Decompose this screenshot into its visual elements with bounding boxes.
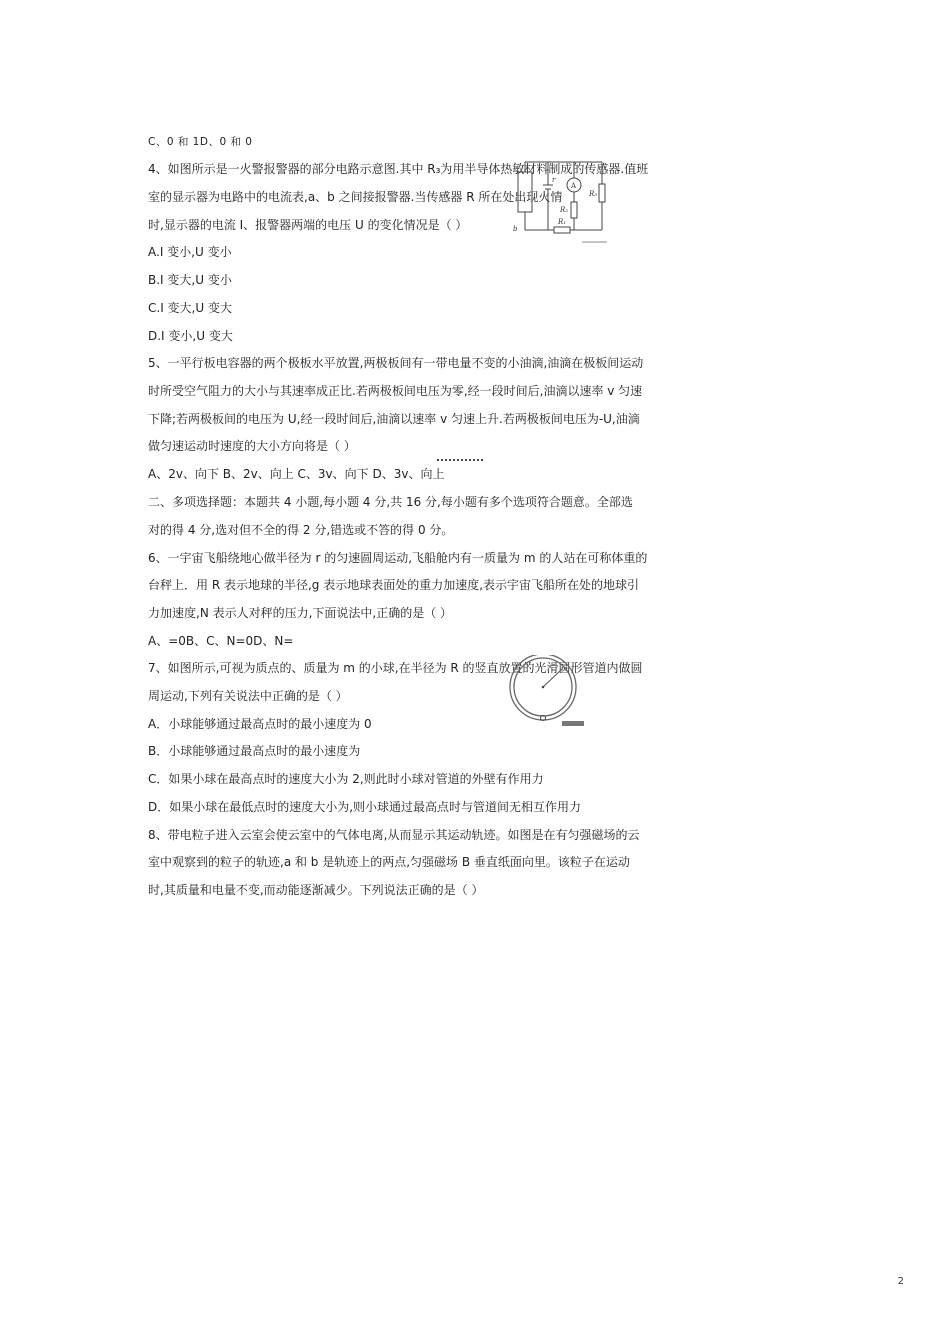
- text-line: 7、如图所示,可视为质点的、质量为 m 的小球,在半径为 R 的竖直放置的光滑圆形管道内做圆: [148, 661, 643, 675]
- ground-icon: [562, 721, 584, 726]
- text-line: 二、多项选择题：本题共 4 小题,每小题 4 分,共 16 分,每小题有多个选项符合题意。全部选: [148, 495, 633, 509]
- text-line: 时,显示器的电流 I、报警器两端的电压 U 的变化情况是（ ）: [148, 218, 468, 232]
- text-line: D．如果小球在最低点时的速度大小为,则小球通过最高点时与管道间无相互作用力: [148, 800, 582, 814]
- text-line: 5、一平行板电容器的两个极板水平放置,两极板间有一带电量不变的小油滴,油滴在极板间运动: [148, 356, 644, 370]
- text-line: 对的得 4 分,选对但不全的得 2 分,错选或不答的得 0 分。: [148, 523, 454, 537]
- r1-label: R₁: [558, 218, 567, 226]
- text-line: 力加速度,N 表示人对秤的压力,下面说法中,正确的是（ ）: [148, 606, 453, 620]
- text-line: A、=0B、C、N=0D、N=: [148, 634, 294, 648]
- text-line: 室中观察到的粒子的轨迹,a 和 b 是轨迹上的两点,匀强磁场 B 垂直纸面向里。该粒子在运动: [148, 855, 630, 869]
- circuit-diagram: [510, 160, 610, 245]
- text-line: 做匀速运动时速度的大小方向将是（ ）: [148, 439, 356, 453]
- text-line: B．小球能够通过最高点时的最小速度为: [148, 744, 361, 758]
- resistor-r3: [599, 184, 605, 202]
- page-number: 2: [897, 1276, 904, 1287]
- resistor-r1: [554, 227, 570, 233]
- text-line: C．如果小球在最高点时的速度大小为 2,则此时小球对管道的外壁有作用力: [148, 772, 544, 786]
- circular-tube-diagram: [506, 655, 588, 729]
- dotted-line: [437, 459, 483, 465]
- sensor-r3-box: [518, 172, 532, 212]
- text-line: 下降;若两极板间的电压为 U,经一段时间后,油滴以速率 v 匀速上升.若两极板间电压为-U,油滴: [148, 412, 640, 426]
- text-line: 周运动,下列有关说法中正确的是（ ）: [148, 689, 348, 703]
- resistor-r2: [571, 202, 577, 218]
- r-label: r: [552, 176, 556, 184]
- r3-label: R₃: [589, 190, 598, 198]
- text-line: A．小球能够通过最高点时的最小速度为 0: [148, 717, 372, 731]
- text-line: 6、一宇宙飞船绕地心做半径为 r 的匀速圆周运动,飞船舱内有一质量为 m 的人站在可称体重的: [148, 551, 648, 565]
- text-line: 时,其质量和电量不变,而动能逐渐减少。下列说法正确的是（ ）: [148, 883, 484, 897]
- text-line: 台秤上．用 R 表示地球的半径,g 表示地球表面处的重力加速度,表示宇宙飞船所在处的地球引: [148, 578, 640, 592]
- text-line: 时所受空气阻力的大小与其速率成正比.若两极板间电压为零,经一段时间后,油滴以速率 v 匀速: [148, 384, 643, 398]
- b-label: b: [513, 225, 518, 233]
- text-line: 4、如图所示是一火警报警器的部分电路示意图.其中 R₃为用半导体热敏材料制成的传感器.值班: [148, 162, 649, 176]
- text-line: B.I 变大,U 变小: [148, 273, 232, 287]
- text-line: D.I 变小,U 变大: [148, 329, 233, 343]
- text-line: A.I 变小,U 变小: [148, 245, 232, 259]
- text-line: 室的显示器为电路中的电流表,a、b 之间接报警器.当传感器 R 所在处出现火情: [148, 190, 563, 204]
- text-line: C、0 和 1D、0 和 0: [148, 136, 253, 148]
- text-line: A、2v、向下 B、2v、向上 C、3v、向下 D、3v、向上: [148, 467, 445, 481]
- ammeter-label: A: [571, 182, 577, 190]
- text-line: 8、带电粒子进入云室会使云室中的气体电离,从而显示其运动轨迹。如图是在有匀强磁场的云: [148, 828, 640, 842]
- r2-label: R₂: [560, 206, 569, 214]
- text-line: C.I 变大,U 变大: [148, 301, 232, 315]
